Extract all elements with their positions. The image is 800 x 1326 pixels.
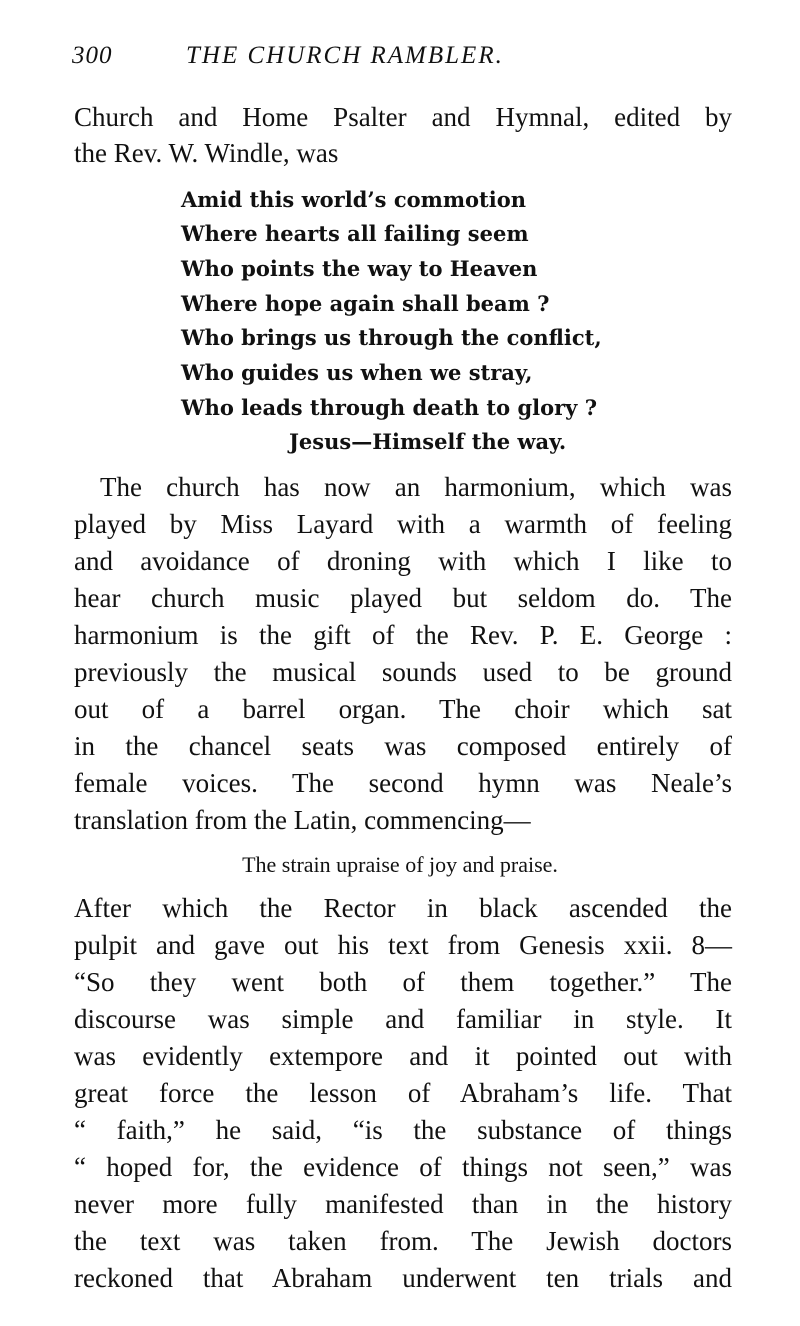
verse-line: Who guides us when we stray, xyxy=(181,360,533,385)
body-line: never more fully manifested than in the history xyxy=(74,1189,732,1219)
body-line: and avoidance of droning with which I like to xyxy=(74,546,732,576)
page-header xyxy=(72,42,732,78)
verse-refrain: Jesus—Himself the way. xyxy=(289,429,567,454)
verse-line: Amid this world’s commotion xyxy=(181,187,527,212)
body-line: “So they went both of them together.” The xyxy=(74,967,732,997)
body-line: great force the lesson of Abraham’s life. That xyxy=(74,1078,732,1108)
body-line: Church and Home Psalter and Hymnal, edited by xyxy=(74,102,732,132)
body-line: “ hoped for, the evidence of things not seen,” was xyxy=(74,1152,732,1182)
page-number: 300 xyxy=(72,42,113,69)
running-title: THE CHURCH RAMBLER. xyxy=(186,42,504,69)
body-line: translation from the Latin, commencing— xyxy=(74,805,531,835)
body-line: out of a barrel organ. The choir which sat xyxy=(74,694,732,724)
verse-line: Where hearts all failing seem xyxy=(181,221,529,246)
body-line: female voices. The second hymn was Neale’s xyxy=(74,768,732,798)
body-line: harmonium is the gift of the Rev. P. E. George : xyxy=(74,620,732,650)
body-line: in the chancel seats was composed entirely of xyxy=(74,731,732,761)
body-line: pulpit and gave out his text from Genesis xxii. 8— xyxy=(74,930,732,960)
body-line: the Rev. W. Windle, was xyxy=(74,138,339,168)
verse-line: Who leads through death to glory ? xyxy=(181,395,598,420)
body-line: After which the Rector in black ascended the xyxy=(74,893,732,923)
verse-line: Who brings us through the conflict, xyxy=(181,325,602,350)
body-line: hear church music played but seldom do. The xyxy=(74,583,732,613)
verse-line: Where hope again shall beam ? xyxy=(181,291,550,316)
body-line: discourse was simple and familiar in style. It xyxy=(74,1004,732,1034)
body-line: previously the musical sounds used to be ground xyxy=(74,657,732,687)
body-line: the text was taken from. The Jewish doctors xyxy=(74,1226,732,1256)
hymn-quote: The strain upraise of joy and praise. xyxy=(242,852,558,877)
body-line: was evidently extempore and it pointed out with xyxy=(74,1041,732,1071)
body-line: played by Miss Layard with a warmth of feeling xyxy=(74,509,732,539)
body-line: reckoned that Abraham underwent ten trials and xyxy=(74,1263,732,1293)
verse-line: Who points the way to Heaven xyxy=(181,256,538,281)
body-line: The church has now an harmonium, which was xyxy=(100,472,732,502)
body-line: “ faith,” he said, “is the substance of things xyxy=(74,1115,732,1145)
